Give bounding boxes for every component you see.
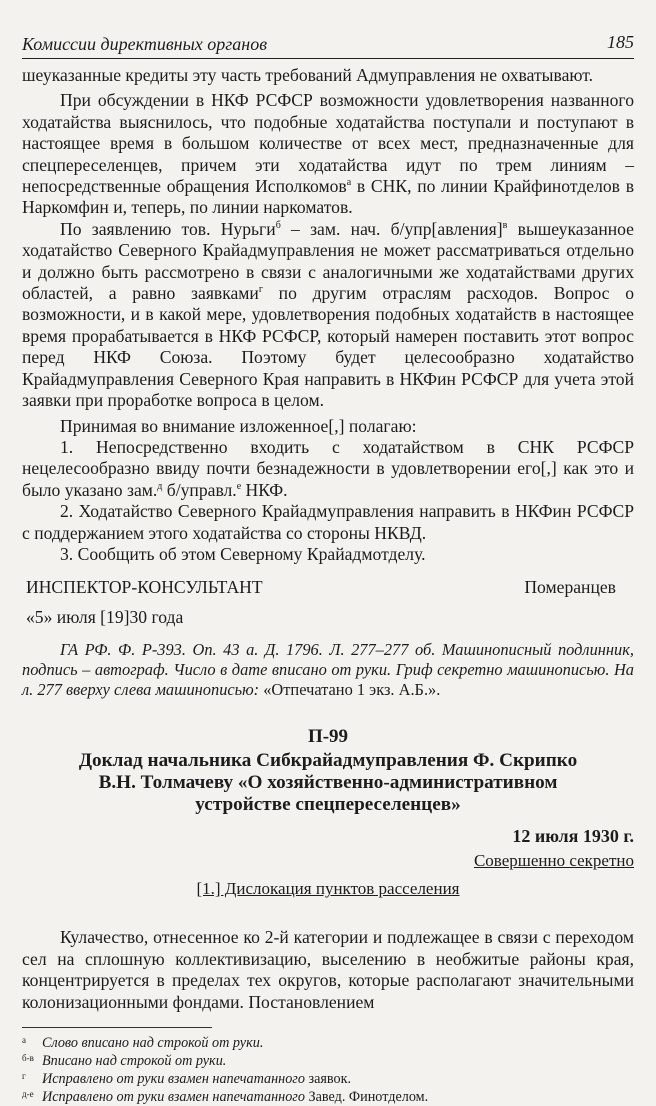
section-heading [22, 879, 634, 899]
running-header [22, 28, 634, 59]
archive-reference [22, 640, 634, 700]
paragraph-text: в СНК, по линии Крайфинотделов в Наркомфин и, теперь, по линии наркоматов. [22, 176, 634, 218]
report-paragraph: Кулачество, отнесенное ко 2-й категории и подлежащее в связи с переходом сел на сплошную коллективизацию, выселению в необжитые районы края, концентрируется в пределах тех округов, которые располагают значительными колонизационными фондами. Постановлением [22, 927, 634, 1012]
footnote-list [22, 1028, 634, 1106]
title-line: устройстве спецпереселенцев» [195, 794, 461, 816]
signatory-name: Померанцев [524, 577, 616, 598]
footnote [22, 1088, 634, 1106]
footnote-ref: е [236, 480, 242, 492]
paragraph-continuation: шеуказанные кредиты эту часть требований Адмуправления не охватывают. [22, 65, 594, 85]
report-body [22, 927, 634, 1013]
paragraph-text: По заявлению тов. Нурьги [60, 218, 276, 239]
page-number: 185 [607, 32, 634, 52]
footnote-ref: в [502, 219, 508, 231]
archive-italic: ГА РФ. Ф. Р-393. Оп. 43 а. Д. 1796. Л. 277–277 об. Машинописный подлинник, подпись – автограф. Число в дате вписано от руки. Гриф секретно машинописью. На л. 277 вверху слева машинописью: [22, 640, 634, 700]
paragraph-conclusion: Принимая во внимание изложенное[,] полагаю: [60, 415, 417, 436]
list-item-1 [22, 437, 634, 501]
footnote-ref: д [157, 480, 163, 492]
footnote-ref: а [346, 177, 352, 189]
report-date: 12 июля 1930 г. [512, 826, 634, 847]
footnote-mark: д-е [22, 1088, 34, 1099]
section-title: Комиссии директивных органов [22, 34, 268, 54]
paragraph-text: по другим отраслям расходов. Вопрос о возможности, и в какой мере, удовлетворения подобных ходатайств в настоящее время прорабатывается в НКФ РСФСР, который намерен поставить этот вопрос перед НКФ Союза. Поэтому будет целесообразно ходатайство Крайадмуправления Северного Края направить в НКФин РСФСР для учета этой заявки при проработке вопроса в целом. [22, 283, 634, 411]
paragraph-text: При обсуждении в НКФ РСФСР возможности удовлетворения названного ходатайства выяснилось, что подобные ходатайства поступали и поступают в настоящее время в большом количестве от всех мест, предназначенные для спецпереселенцев, причем эти ходатайства идут по трем линиям – непосредственные обращения Исполкомов [22, 90, 634, 197]
classification-text: Совершенно секретно [473, 851, 634, 871]
classification-stamp [22, 851, 634, 871]
footnote-text: Вписано над строкой от руки. [42, 1052, 227, 1069]
title-line: Доклад начальника Сибкрайадмуправления Ф. Скрипко [78, 750, 578, 772]
title-line: В.Н. Толмачеву «О хозяйственно-административном [98, 772, 558, 794]
paragraph-text: НКФ. [241, 479, 288, 500]
document-title [22, 750, 634, 816]
footnote-text: Слово вписано над строкой от руки. [42, 1034, 264, 1051]
footnote-mark: а [22, 1034, 26, 1045]
footnote [22, 1052, 634, 1070]
footnote [22, 1034, 634, 1052]
footnote-mark: г [22, 1070, 26, 1081]
document-date: «5» июля [19]30 года [26, 607, 184, 628]
book-page [22, 28, 634, 1106]
paragraph-statement [22, 219, 634, 412]
footnote-text-tail: Завед. Финотделом. [304, 1088, 429, 1105]
archive-quote: «Отпечатано 1 экз. А.Б.». [259, 680, 441, 700]
footnote-ref: б [275, 219, 281, 231]
paragraph-text: 1. Непосредственно входить с ходатайством в СНК РСФСР нецелесообразно ввиду почти безнадежности в удовлетворении его[,] как это и было указано зам. [22, 436, 634, 500]
footnote-text [42, 1088, 634, 1106]
paragraph-text: б/управл. [162, 479, 237, 500]
footnote-mark: б-в [22, 1052, 34, 1063]
footnote-text-tail: заявок. [304, 1070, 352, 1087]
footnote-text-italic: Исправлено от руки взамен напечатанного [42, 1070, 305, 1087]
footnote-rule [22, 1027, 429, 1106]
document-number: П-99 [307, 726, 349, 748]
signature-block [22, 575, 634, 601]
paragraph-text: – зам. нач. б/упр[авления] [280, 218, 503, 239]
footnote-ref: г [258, 284, 263, 296]
paragraph-text: вышеуказанное ходатайство Северного Крайадмуправления не может рассматриваться отдельно и должно быть рассмотрено в связи с аналогичными же ходатайствами других областей, а равно заявками [22, 218, 634, 304]
paragraph-discussion [22, 90, 634, 218]
list-item-3: 3. Сообщить об этом Северному Крайадмотделу. [60, 543, 426, 564]
section-heading-text: [1.] Дислокация пунктов расселения [196, 879, 460, 899]
signatory-title: ИНСПЕКТОР-КОНСУЛЬТАНТ [26, 577, 263, 598]
list-item-2: 2. Ходатайство Северного Крайадмуправления направить в НКФин РСФСР с поддержанием этого ходатайства со стороны НКВД. [22, 501, 634, 543]
footnote-text-italic: Исправлено от руки взамен напечатанного [42, 1088, 305, 1105]
document-body [22, 65, 634, 565]
